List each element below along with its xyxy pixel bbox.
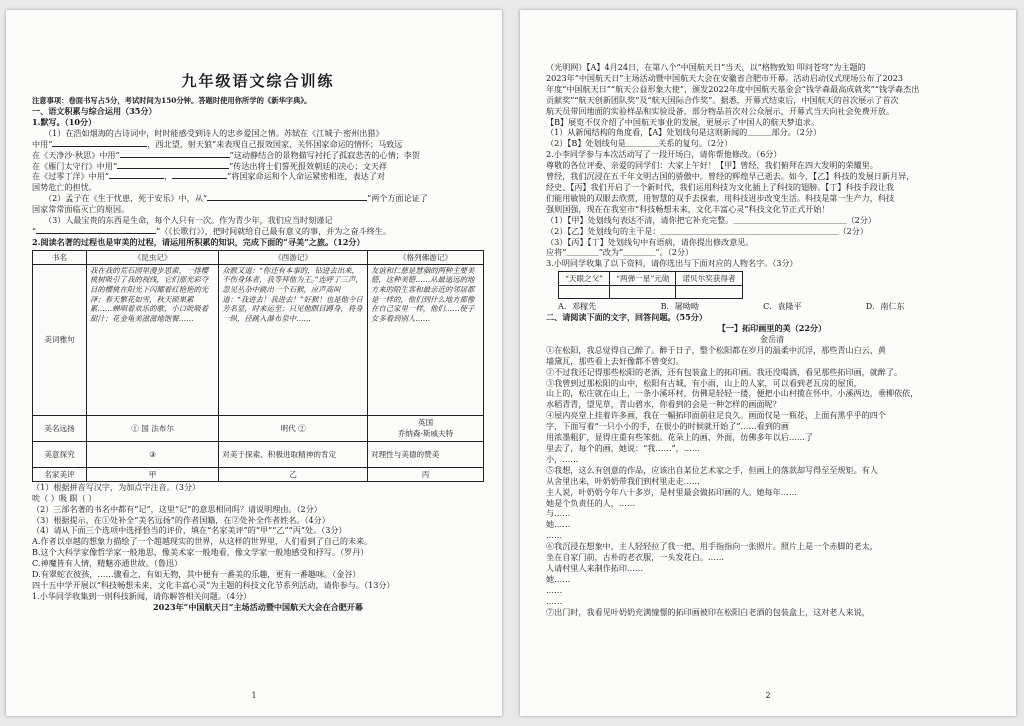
table-header: 《西游记》 bbox=[219, 250, 368, 264]
text-line: 山上的，松庄就在山上，一条小溪环村，仿佛是轻轻一搂，便把小山村揽在怀中。小溪两边，垂柳依依， bbox=[546, 388, 919, 399]
table-cell[interactable]: 甲 bbox=[87, 467, 219, 481]
text-line: 人请村里人来制作拓印…… bbox=[546, 562, 644, 573]
text-line: （1）【甲】处划线句表达不清，请你把它补充完整。＿＿＿＿＿＿＿＿＿＿＿＿＿＿（2分） bbox=[546, 214, 877, 225]
text-line: 国势危亡的担忧。 bbox=[32, 182, 97, 193]
answer-blank[interactable] bbox=[297, 193, 367, 201]
text-line: …… bbox=[546, 530, 563, 541]
text-line: （2）【B】处划线句是＿＿＿＿关系的复句。（2分） bbox=[546, 138, 733, 149]
text-line: 坐在自家门前，古朴的老衣服，一头发花白。…… bbox=[546, 552, 725, 563]
exam-title: 九年级语文综合训练 bbox=[181, 72, 335, 90]
text-line: （1）根据拼音写汉字，为加点字注音。（3分） bbox=[32, 481, 201, 492]
text-line: 航天员带回地面的实验样品和实验设备，部分物品首次对公众展示，开幕式当天向社会免费开放。 bbox=[546, 105, 895, 116]
table-cell: 对美于探索、积极进取精神的肯定 bbox=[219, 441, 368, 467]
text-line: 主人说，叶奶奶今年八十多岁，是村里最会做拓印画的人。她每年…… bbox=[546, 486, 797, 497]
page-number: 2 bbox=[765, 691, 771, 700]
text-line: 吮（ ）吸 瞑（ ） bbox=[32, 492, 97, 503]
answer-cell[interactable] bbox=[676, 286, 742, 299]
text-line: 中用“ bbox=[32, 138, 53, 149]
table-header: 《昆虫记》 bbox=[87, 250, 219, 264]
text-line: 在《天净沙·秋思》中用“ bbox=[32, 149, 120, 160]
essay-body bbox=[546, 345, 998, 618]
text-line: …… bbox=[546, 584, 563, 595]
table-cell: 友谊和仁慈是慧骃的两种主要美德，这种美德……从最遥远的地方来的陌生客和最亲近的邻居都是一样的，他们到什么地方都像在自己家里一样，他们……使子女多看到别人…… bbox=[370, 265, 475, 323]
table-cell: “两弹一星”元勋 bbox=[610, 272, 676, 286]
text-line: 在《雁门太守行》中用“ bbox=[32, 160, 118, 171]
question-two: 2.阅读名著的过程也是审美的过程，请运用所积累的知识，完成下面的“寻美”之旅。（12分） bbox=[32, 236, 365, 247]
answer-blank[interactable] bbox=[117, 161, 229, 169]
text-line: 字，下面写着“一只小小的手，在很小的时候就开始了”……看到的画 bbox=[546, 421, 789, 432]
page-two bbox=[520, 10, 1016, 716]
table-cell: “天眼之父” bbox=[559, 272, 610, 286]
table-cell[interactable]: 明代 ② bbox=[219, 415, 368, 441]
option-a[interactable]: A．邓稼先 bbox=[558, 301, 597, 312]
essay-author: 金岳清 bbox=[759, 333, 785, 344]
section-one-heading: 一、语文积累与综合运用（35分） bbox=[32, 106, 157, 116]
text-line: B.这个大科学家像哲学家一般地思，像美术家一般地看，像文学家一般地感受和抒写。（罗丹） bbox=[32, 547, 369, 558]
person-table bbox=[558, 271, 743, 299]
text-line: ②不过我还记得那些松阳的老酒，还有包装盒上的拓印画。我还没喝酒，看见那些拓印画，就醉了。 bbox=[546, 366, 903, 377]
text-line: ③我曾到过那松阳的山中，松阳有古城，有小雨，山上的人家，可以看到老瓦房的屋顶， bbox=[546, 377, 862, 388]
text-line: （4）请从下面三个选项中选择恰当的评价，填在“名家美评”的“甲”“乙”“丙”处。（3分） bbox=[32, 525, 347, 536]
text-line: （1）从新闻结构的角度看，【A】处划线句是这则新闻的＿＿＿部分。（2分） bbox=[546, 127, 822, 138]
text-line: ”这动静结合的景物描写衬托了孤寂悲苦的心情；李贺 bbox=[229, 149, 420, 160]
row-label: 美词雅句 bbox=[33, 264, 87, 415]
text-line: 尊敬的各位评委、亲爱的同学们：大家上午好！【甲】曾经，我们俯拜在四大发明的荣耀里。 bbox=[546, 160, 878, 171]
text-line: 她是个负责任的人，…… bbox=[546, 497, 636, 508]
text-line: 贡献奖”“航天创新团队奖”及“航天国际合作奖”。据悉，开幕式结束后，中国航天的首次展示了首次 bbox=[546, 94, 899, 105]
text-line: 水稻青青，望见草，青山碧水，你看到的会是一种怎样的画面呢？ bbox=[546, 399, 781, 410]
text-line: 经史、【丙】我们开启了一个新时代，我们运用科技为文化插上了科技的翅膀。【丁】科技手段让我 bbox=[546, 181, 895, 192]
text-line: 曾经，我们沉浸在五千年文明古国的骄傲中。曾经的辉煌早已逝去。如今，【乙】科技的发展日新月异， bbox=[546, 171, 915, 182]
page-number: 1 bbox=[251, 691, 257, 700]
option-c[interactable]: C．袁隆平 bbox=[763, 301, 802, 312]
text-line: 强则国强，现在在我室市“科技畅想未来，文化丰富心灵”科技文化节正式开始！ bbox=[546, 203, 830, 214]
text-line: 们能用敏锐的双眼去欣赏，用智慧的双手去探索，用科技进步改变生活。科技是第一生产力，科技 bbox=[546, 192, 895, 203]
text-line: 在《过零丁洋》中用“ bbox=[32, 171, 109, 182]
text-line: ”将国家命运和个人命运紧密相连，表达了对 bbox=[227, 171, 386, 182]
question-lines bbox=[546, 62, 998, 269]
question-lines bbox=[32, 482, 484, 602]
table-cell[interactable]: 丙 bbox=[367, 467, 483, 481]
text-line: D.有翠蛇衣彼孩，……骤看之，有如无物，其中便有一番美的乐趣，更有一番趣味。（金谷） bbox=[32, 569, 361, 580]
text-line: （2）【乙】处划线句的主干是：＿＿＿＿＿＿＿＿＿＿＿＿＿＿＿＿＿＿＿＿＿＿（2分） bbox=[546, 225, 868, 236]
text-line: 2023年“中国航天日”主场活动暨中国航天大会在安徽省合肥市开幕。活动启动仪式现场公布了2023 bbox=[546, 72, 904, 83]
answer-cell[interactable] bbox=[610, 286, 676, 299]
text-line: 3.小明同学收集了以下资料，请你选出与下面对应的人物名字。（3分） bbox=[546, 258, 798, 269]
text-line: ”两个方面论证了 bbox=[367, 193, 428, 204]
text-line: 里去了，每个的画，她说：“我……”，…… bbox=[546, 443, 700, 453]
text-line: 她…… bbox=[546, 519, 571, 530]
table-cell[interactable]: ③ bbox=[87, 441, 219, 467]
text-line: 【B】展览不仅介绍了中国航天事业的发展，更展示了中国人的航天梦追求。 bbox=[546, 116, 820, 127]
text-line: （2）三部名著的书名中都有“记”，这里“记”的意思相同吗？请说明理由。（2分） bbox=[32, 503, 322, 514]
text-line: 与…… bbox=[546, 508, 571, 519]
table-cell: 对理性与美德的赞美 bbox=[367, 441, 483, 467]
answer-blank[interactable] bbox=[109, 171, 164, 179]
text-line: C.神魔皆有人情，精魅亦通世故。（鲁迅） bbox=[32, 558, 183, 569]
text-line: （3）人最宝贵的东西是生命，每个人只有一次。作为青少年，我们应当时刻谨记 bbox=[44, 215, 333, 226]
row-label: 美意探究 bbox=[33, 441, 87, 467]
table-header: 《格列佛游记》 bbox=[367, 250, 483, 264]
text-line: （光明网）【A】4月24日，在第八个“中国航天日”当天，以“格物致知 叩问苍穹”为主题的 bbox=[546, 62, 866, 72]
question-one: 1.默写。（10分） bbox=[32, 116, 97, 127]
text-line: 应将“＿＿＿＿”改为“＿＿＿＿”。（2分） bbox=[546, 247, 694, 258]
answer-blank[interactable] bbox=[36, 226, 156, 234]
text-line: （3）根据提示，在①处补全“美名远扬”的作者国籍，在②处补全作者姓名。（4分） bbox=[32, 514, 330, 525]
text-line: 2.小李同学参与本次活动写了一段开场白，请你帮他修改。（6分） bbox=[546, 149, 782, 160]
answer-blank[interactable] bbox=[172, 171, 227, 179]
text-line: ①在松阳，我总觉得自己醉了。醉于日子，整个松阳都在岁月的温柔中沉浮，那些青山白云、黄 bbox=[546, 344, 886, 355]
text-line: 国家常常面临灭亡的原因。 bbox=[32, 204, 130, 215]
text-line: 小，…… bbox=[546, 453, 579, 464]
text-line: ，西北望，射天狼”来表现自己报效国家、关怀国家命运的情怀；马致远 bbox=[147, 138, 403, 149]
option-d[interactable]: D．南仁东 bbox=[865, 301, 905, 312]
text-line: 用浓墨粗犷，显得庄重有些笨拙。花朵上的画，外面，仿佛多年以后……了 bbox=[546, 432, 814, 443]
text-line: （3）【丙】【丁】处划线句中有语病，请你提出修改意见。 bbox=[546, 236, 754, 247]
row-label: 名家美评 bbox=[33, 467, 87, 481]
section-two-heading: 二、请阅读下面的文字，回答问题。（55分） bbox=[546, 312, 707, 323]
text-line: ④屋内亮堂上挂着许多画，我在一幅拓印面前驻足良久。画面仅是一瓶花，上面有黑乎乎的四个 bbox=[546, 410, 886, 421]
table-cell: 众猴又道：“你还有本事的，钻进去出来，不伤身体者，我等拜他为王。”连呼了三声，忽见丛杂中跳出一个石猴，应声高叫道：“我进去！我进去！”好猴！也是他今日芳名显，时来运至；只见他瞑目蹲身，将身一纵，径跳入瀑布泉中…… bbox=[222, 265, 363, 323]
text-line: 四十五中学开展以“科技畅想未来，文化丰富心灵”为主题的科技文化节系列活动，请你参与。（13分） bbox=[32, 579, 395, 590]
text-line: 从舍里出来，叶奶奶带我们到村里走走…… bbox=[546, 475, 700, 486]
table-cell[interactable]: ① 国 法布尔 bbox=[87, 415, 219, 441]
table-header: 书名 bbox=[33, 250, 87, 264]
text-line: ⑤我想，这么有创意的作品，应该出自某位艺术家之手，但画上的落款却写得至至规矩。有人 bbox=[546, 464, 878, 475]
table-cell: 诺贝尔奖获得者 bbox=[676, 272, 742, 286]
news-headline: 2023年“中国航天日”主场活动暨中国航天大会在合肥开幕 bbox=[153, 601, 363, 612]
text-line: ⑦出门时，我看见叶奶奶充满憧憬的拓印画被印在松阳白老酒的包装盒上，这对老人来说， bbox=[546, 606, 870, 617]
answer-blank[interactable] bbox=[52, 139, 147, 147]
table-cell: 英国 乔纳森·斯威夫特 bbox=[367, 415, 483, 441]
text-line: 年度“中国航天日”“航天公益形象大使”，颁发2022年度中国航天基金会“钱学森最高成就奖”“钱学森杰出 bbox=[546, 83, 920, 94]
reading-table bbox=[32, 250, 484, 482]
text-line: ”传达出将士们誓死报效朝廷的决心；文天祥 bbox=[229, 160, 387, 171]
text-line: ”（《长歌行》），把时间就给自己最有意义的事，并为之奋斗终生。 bbox=[156, 225, 391, 236]
option-b[interactable]: B．屠呦呦 bbox=[660, 301, 699, 312]
table-cell[interactable]: 乙 bbox=[219, 467, 368, 481]
text-line: （2）孟子在《生于忧患，死于安乐》中，从“ bbox=[44, 193, 208, 204]
exam-note: 注意事项：卷面书写占5分，考试时间为150分钟。答题时使用你所学的《新华字典》。 bbox=[32, 96, 312, 105]
essay-subheading: 【一】拓印画里的美（22分） bbox=[717, 323, 827, 334]
text-line: 她…… bbox=[546, 573, 571, 584]
text-line: ， bbox=[163, 171, 173, 182]
text-line: 1.小华同学收集到一则科技新闻，请你解答相关问题。（4分） bbox=[32, 590, 252, 601]
page-one bbox=[6, 10, 502, 716]
text-line: ⑥我沉浸在想象中，主人轻轻拉了我一把，用手指指向一张照片。照片上是一个赤脚的老太， bbox=[546, 541, 878, 552]
text-line: …… bbox=[546, 595, 563, 606]
table-cell: 我在我的荒石园里漫步思索，一排樱桃树吸引了我的视线，它们那光彩夺目的樱桃在阳光下闪耀着红艳艳的光泽；春天繁花如雪，秋天硕果累累……蝉唱着欢乐的歌，小口吮吸着甜汁；花金龟美滋滋地饱餐…… bbox=[90, 265, 209, 323]
answer-blank[interactable] bbox=[120, 150, 230, 158]
text-line: （1）在浩如烟海的古诗词中，时时能感受到诗人的忠乡爱国之情。苏轼在《江城子·密州出猎》 bbox=[44, 127, 384, 138]
answer-blank[interactable] bbox=[207, 193, 297, 201]
text-line: A.作者以卓越的想象力描绘了一个超越现实的世界，从这样的世界里，人们看到了自己的未来。 bbox=[32, 536, 373, 547]
answer-cell[interactable] bbox=[559, 286, 610, 299]
row-label: 美名远扬 bbox=[33, 415, 87, 441]
text-line: 墙黛瓦，那些看上去好像都不曾变幻。 bbox=[546, 355, 684, 366]
text-line: “ bbox=[32, 225, 37, 236]
